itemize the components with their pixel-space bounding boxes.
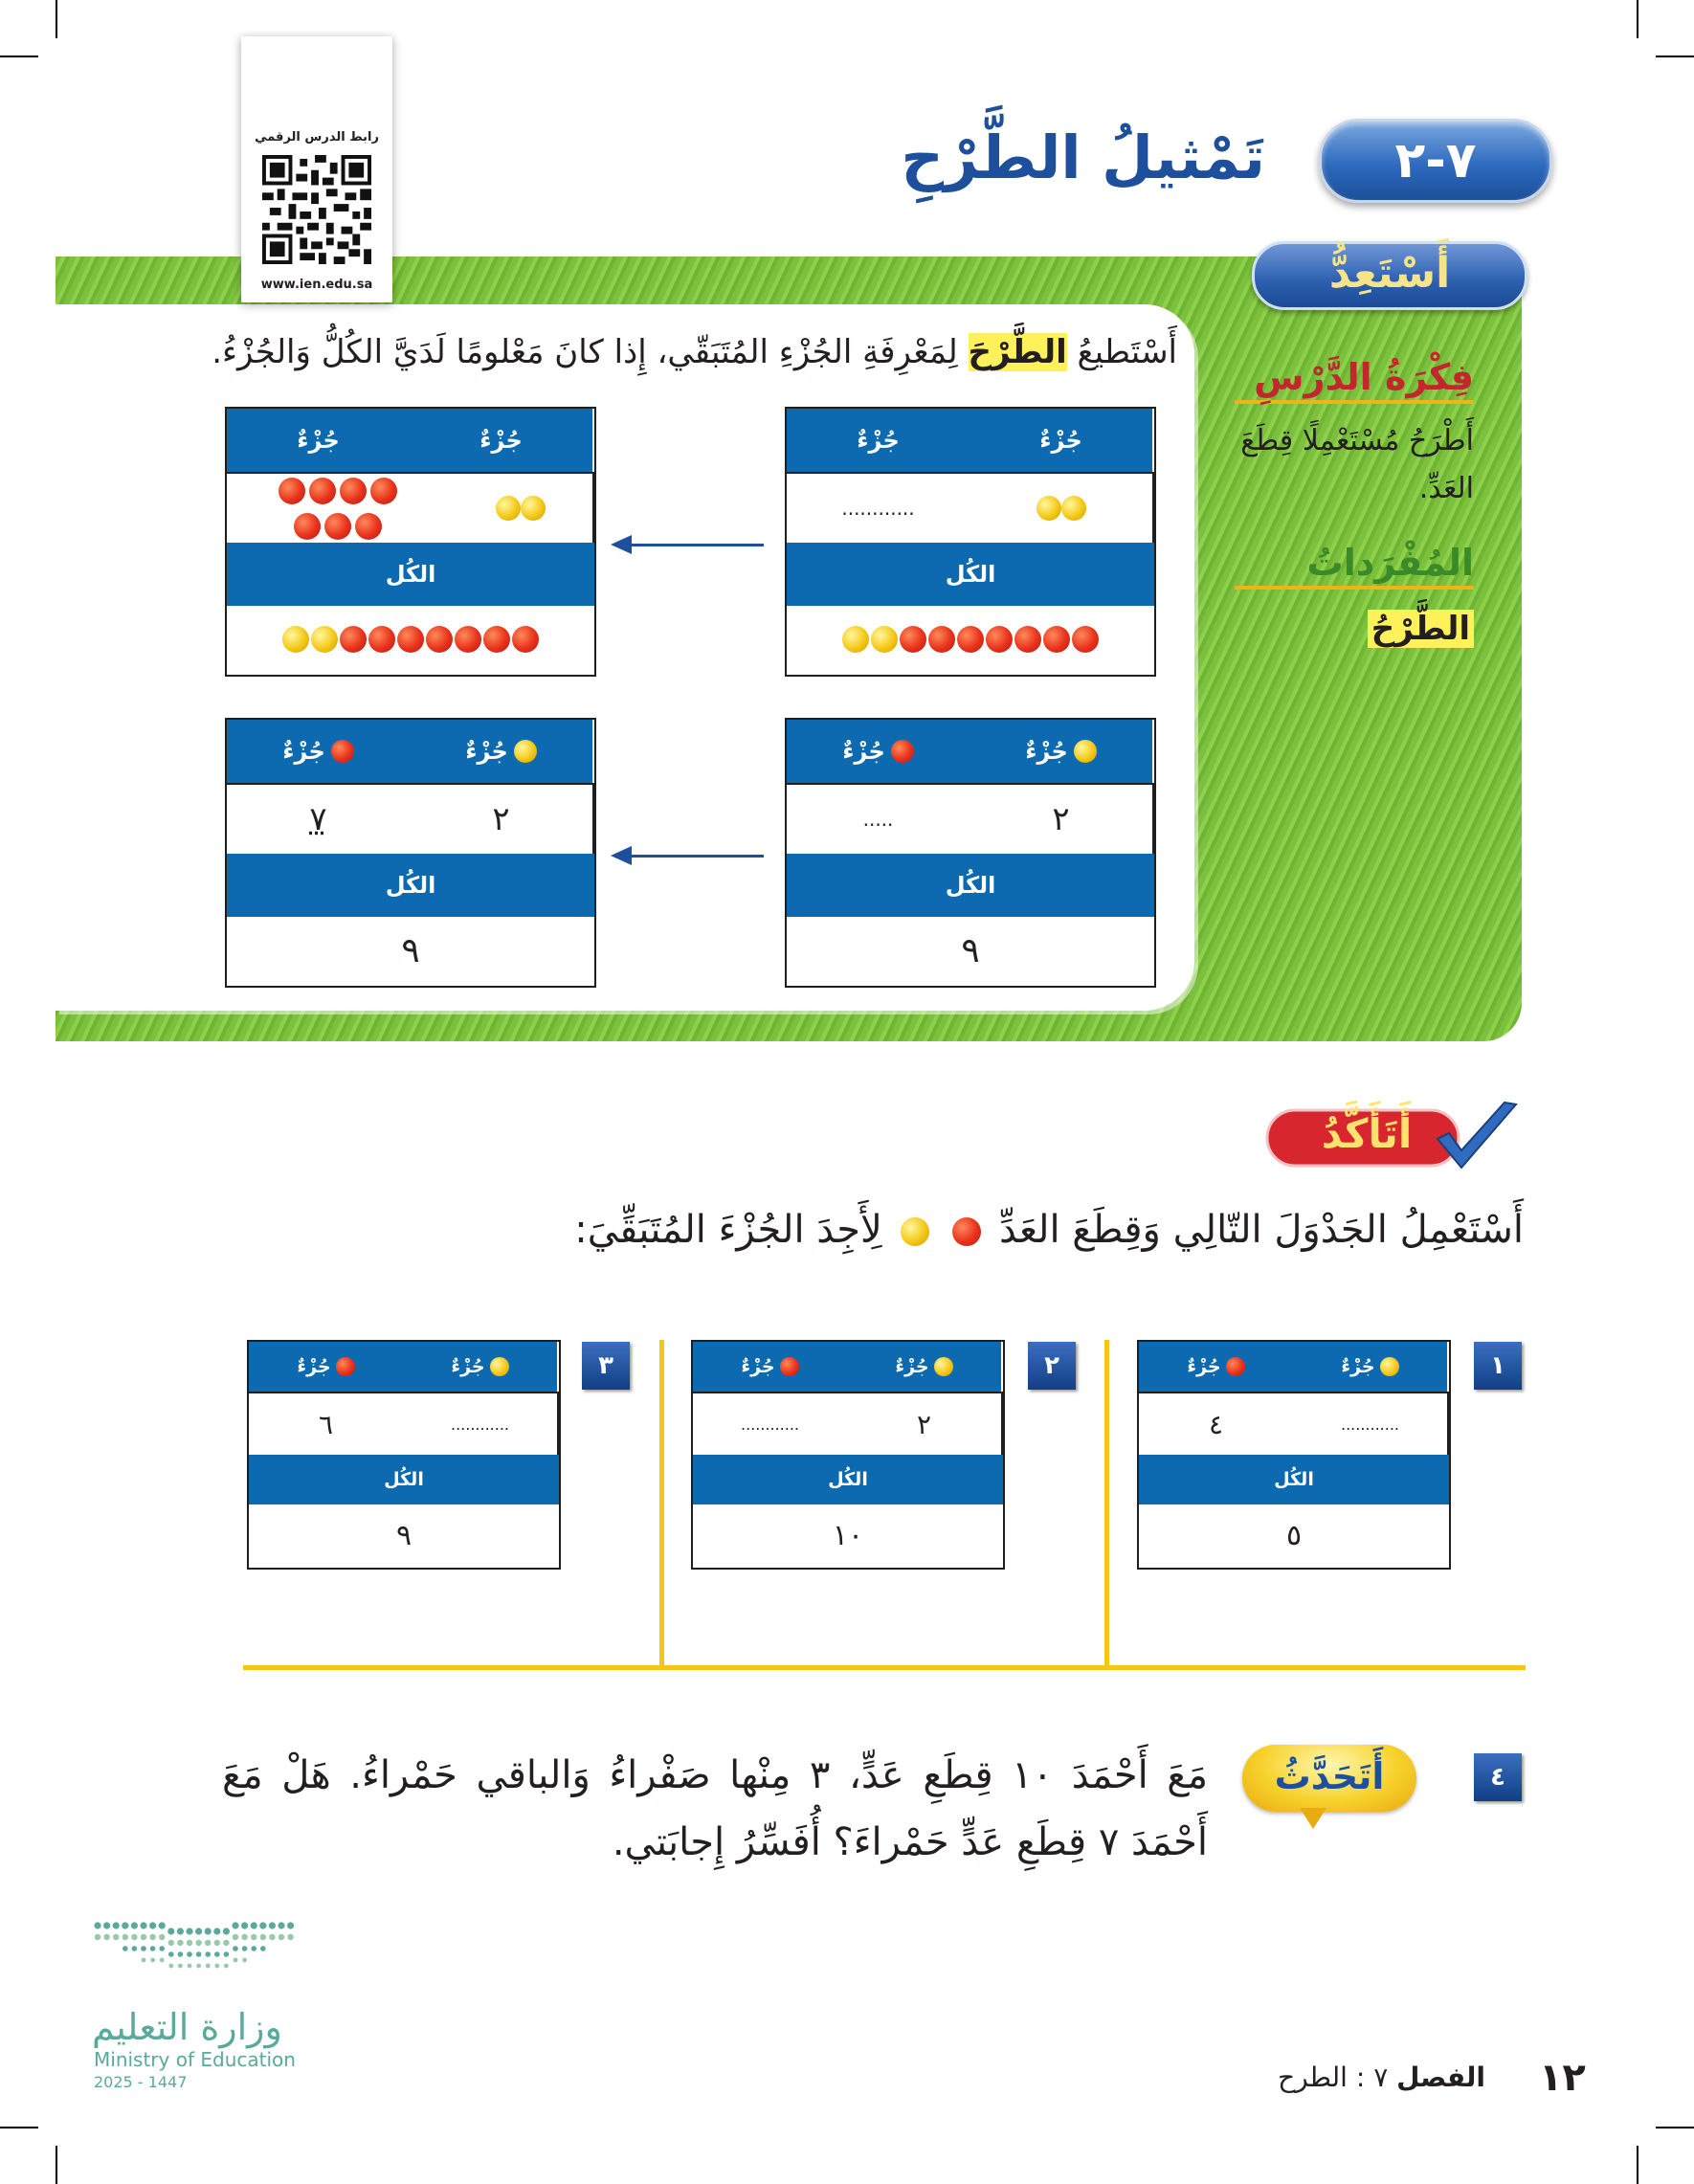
keyword-highlight: الطَّرْحَ (968, 333, 1067, 371)
ppw-table-top-left (225, 407, 596, 677)
red-counter (957, 626, 984, 653)
part-header: جُزْءٌ (741, 1356, 775, 1377)
yellow-part-header (403, 1342, 559, 1392)
ppw-whole-header-row (227, 854, 594, 917)
logo-dot (205, 1951, 211, 1957)
logo-dot (232, 1922, 238, 1928)
red-counter (455, 626, 481, 653)
logo-dot (196, 1951, 202, 1957)
logo-dot (195, 1940, 201, 1946)
crop-mark (0, 2127, 38, 2128)
logo-dot (214, 1964, 219, 1969)
exercise-table (247, 1340, 561, 1570)
logo-dot (94, 1922, 100, 1928)
logo-dot (188, 1964, 192, 1969)
logo-dot (177, 1940, 183, 1946)
idea-title: فِكْرَةُ الدَّرْسِ (1254, 356, 1474, 398)
logo-dot (141, 1946, 146, 1951)
part-missing-cell[interactable]: ............ (841, 497, 915, 520)
ppw-table-bottom-left (225, 718, 596, 988)
logo-dot (269, 1934, 275, 1940)
part-counters-cell (448, 474, 594, 543)
yellow-counter-icon (490, 1357, 509, 1376)
intro-text-start: أَسْتَطيعُ (1066, 333, 1177, 371)
crop-mark (1637, 2146, 1638, 2184)
ministry-logo-icon (92, 1918, 302, 1995)
part-value: ٢ (410, 785, 594, 854)
logo-dot (214, 1951, 220, 1957)
yellow-counter (1036, 496, 1061, 521)
ppw-parts-row (1139, 1392, 1449, 1455)
yellow-counter-icon (901, 1217, 929, 1246)
ppw-parts-row (249, 1392, 559, 1455)
instruction-part-2: لِأَجِدَ الجُزْءَ المُتَبَقِّيَ: (574, 1208, 882, 1252)
part-missing-cell[interactable]: ............ (1293, 1393, 1449, 1455)
part-header: جُزْءٌ (1341, 1356, 1375, 1377)
whole-counters-cell (787, 606, 1154, 673)
red-counter-icon (336, 1357, 355, 1376)
whole-value: ٥ (1285, 1518, 1303, 1552)
red-counter (986, 626, 1013, 653)
logo-dot (142, 1958, 146, 1963)
crop-mark (0, 56, 38, 57)
red-part-header (227, 720, 410, 783)
ppw-parts-row (787, 472, 1154, 543)
exercise-number-badge: ١ (1474, 1342, 1522, 1390)
red-counter (368, 626, 395, 653)
idea-text: أَطْرَحُ مُسْتَعْمِلًا قِطَعَ العَدِّ. (1240, 424, 1474, 505)
red-counter-icon (1226, 1357, 1245, 1376)
logo-dot (287, 1922, 294, 1928)
crop-mark (56, 2146, 57, 2184)
logo-dot (178, 1964, 183, 1969)
part-header: جُزْءٌ (282, 738, 325, 765)
logo-dot (224, 1951, 230, 1957)
logo-dot (95, 1934, 100, 1940)
intro-text-end: لِمَعْرِفَةِ الجُزْءِ المُتَبَقّي، إِذا كانَ مَعْلومًا لَدَيَّ الكُلُّ وَالجُزْءُ. (212, 333, 969, 371)
yellow-counter (521, 496, 546, 521)
ppw-whole-header-row (787, 543, 1154, 606)
ministry-year: 2025 - 1447 (94, 2073, 188, 2091)
ppw-parts-row (227, 783, 594, 854)
qr-url[interactable]: www.ien.edu.sa (260, 278, 373, 292)
part-header: جُزْءٌ (842, 738, 885, 765)
logo-dot (168, 1940, 174, 1946)
whole-header: الكُل (384, 1469, 424, 1490)
yellow-counter (842, 626, 869, 653)
qr-label: رابط الدرس الرقمي (255, 130, 379, 145)
red-part-header (693, 1342, 847, 1392)
ppw-header-row (787, 409, 1154, 472)
logo-dot (234, 1958, 238, 1963)
logo-dot (187, 1940, 192, 1946)
logo-dot (122, 1922, 128, 1928)
crop-mark (1656, 56, 1694, 57)
red-counter-icon (331, 740, 354, 763)
yellow-part-header (847, 1342, 1003, 1392)
yellow-counter (311, 626, 338, 653)
ppw-whole-header-row (249, 1455, 559, 1504)
ppw-whole-header-row (693, 1455, 1003, 1504)
part-header: جُزْءٌ (857, 427, 900, 454)
exercise-number-badge: ٣ (582, 1342, 630, 1390)
logo-dot (123, 1946, 128, 1951)
logo-dot (187, 1951, 192, 1957)
logo-dot (150, 1946, 156, 1951)
whole-header: الكُل (1274, 1469, 1314, 1490)
talk-question: مَعَ أَحْمَدَ ١٠ قِطَعِ عَدٍّ، ٣ مِنْها صَفْراءُ وَالباقي حَمْراءُ. هَلْ مَعَ أَحْمَدَ ٧ قِطَعِ عَدٍّ حَمْراءَ؟ أُفَسِّرُ إِجابَتي. (222, 1753, 1209, 1864)
logo-dot (224, 1964, 229, 1969)
vocab-word (1235, 605, 1474, 655)
logo-dot (278, 1922, 284, 1928)
page-number: ١٢ (1539, 2056, 1586, 2100)
part-header: جُزْءٌ (1025, 738, 1068, 765)
exercise-number-badge: ٤ (1474, 1753, 1522, 1801)
yellow-counter-icon (934, 1357, 953, 1376)
logo-dot (260, 1934, 266, 1940)
intro-text (212, 333, 1177, 371)
whole-value: ١٠ (832, 1518, 864, 1552)
red-counter (355, 513, 382, 540)
logo-dot (160, 1958, 165, 1963)
logo-dot (178, 1951, 184, 1957)
logo-dot (168, 1964, 173, 1969)
ppw-header-row (693, 1342, 1003, 1392)
red-part-header (249, 1342, 403, 1392)
logo-dot (233, 1946, 238, 1951)
ppw-whole-header-row (1139, 1455, 1449, 1504)
part-missing-cell[interactable]: ............ (403, 1393, 559, 1455)
logo-dot (113, 1922, 120, 1928)
part-header: جُزْءٌ (297, 1356, 331, 1377)
qr-code-icon[interactable] (262, 155, 371, 264)
ppw-whole-row (693, 1504, 1003, 1566)
crop-mark (1637, 0, 1638, 38)
logo-dot (131, 1922, 138, 1928)
logo-dot (132, 1946, 138, 1951)
red-counter (324, 513, 351, 540)
logo-dot (103, 1922, 110, 1928)
logo-dot (195, 1928, 202, 1934)
vocab-word-text: الطَّرْحُ (1368, 610, 1474, 648)
ppw-table-top-right (785, 407, 1156, 677)
divider-line (243, 1665, 1526, 1670)
logo-dot (159, 1922, 166, 1928)
red-counter (512, 626, 539, 653)
part-value: ٤ (1208, 1408, 1224, 1440)
logo-dot (131, 1934, 137, 1940)
part-counters-cell (970, 474, 1154, 543)
red-counter (1014, 626, 1041, 653)
chapter-word: الفصل (1396, 2061, 1485, 2093)
vocab-underline (1235, 586, 1474, 590)
part-value: ٧ (309, 800, 327, 838)
part-header: جُزْءٌ (410, 409, 594, 472)
whole-header: الكُل (385, 872, 436, 899)
red-counter (900, 626, 926, 653)
ppw-header-row (1139, 1342, 1449, 1392)
arrow-left-icon (614, 855, 764, 858)
whole-value: ٩ (961, 930, 980, 970)
logo-dot (168, 1951, 174, 1957)
logo-dot (149, 1934, 155, 1940)
ppw-table-bottom-right (785, 718, 1156, 988)
logo-dot (251, 1946, 256, 1951)
divider-line (659, 1340, 664, 1669)
red-counter (483, 626, 510, 653)
logo-dot (205, 1940, 211, 1946)
part-header: جُزْءٌ (895, 1356, 929, 1377)
logo-dot (259, 1922, 266, 1928)
ppw-header-row (227, 409, 594, 472)
part-header: جُزْءٌ (297, 427, 340, 454)
part-missing-cell[interactable]: ............ (740, 1415, 800, 1434)
whole-header: الكُل (945, 561, 996, 588)
logo-dot (141, 1934, 146, 1940)
red-counter (279, 478, 305, 504)
instruction-part-1: أَسْتَعْمِلُ الجَدْوَلَ التّالِي وَقِطَعَ العَدِّ (999, 1208, 1524, 1252)
ppw-whole-row (249, 1504, 559, 1566)
logo-dot (123, 1934, 128, 1940)
logo-dot (196, 1964, 201, 1969)
prepare-badge: أَسْتَعِدُّ (1252, 241, 1527, 310)
whole-header: الكُل (828, 1469, 868, 1490)
red-counter (397, 626, 424, 653)
ministry-name-arabic: وزارة التعليم (92, 2006, 282, 2048)
logo-dot (149, 1922, 156, 1928)
yellow-counter (282, 626, 309, 653)
part-counters-cell (227, 474, 448, 543)
yellow-counter-icon (1380, 1357, 1399, 1376)
logo-dot (159, 1934, 165, 1940)
logo-dot (241, 1934, 247, 1940)
arrow-left-icon (614, 544, 764, 546)
ppw-parts-row (787, 783, 1154, 854)
vocab-title: المُفْرَداتُ (1306, 542, 1474, 584)
logo-dot (214, 1940, 220, 1946)
logo-dot (223, 1940, 229, 1946)
red-counter (340, 626, 367, 653)
whole-header: الكُل (945, 872, 996, 899)
ppw-header-row (787, 720, 1154, 783)
chapter-number: ٧ (1373, 2061, 1389, 2093)
chapter-label (1278, 2061, 1485, 2093)
logo-dot (251, 1934, 256, 1940)
logo-dot (287, 1934, 293, 1940)
whole-header: الكُل (385, 561, 436, 588)
yellow-counter-icon (1074, 740, 1097, 763)
logo-dot (150, 1958, 155, 1963)
logo-dot (113, 1934, 119, 1940)
yellow-counter (871, 626, 898, 653)
logo-dot (177, 1928, 184, 1934)
lesson-idea-box (1235, 356, 1474, 655)
ppw-whole-row (1139, 1504, 1449, 1566)
ministry-name-english: Ministry of Education (94, 2048, 296, 2071)
yellow-part-header (1293, 1342, 1449, 1392)
red-counter (340, 478, 367, 504)
ppw-header-row (227, 720, 594, 783)
red-counter (1043, 626, 1070, 653)
yellow-counter-icon (514, 740, 537, 763)
logo-dot (279, 1934, 284, 1940)
yellow-counter (496, 496, 521, 521)
red-counter (294, 513, 321, 540)
red-counter (928, 626, 955, 653)
part-header: جُزْءٌ (1187, 1356, 1221, 1377)
red-part-header (1139, 1342, 1293, 1392)
logo-dot (223, 1928, 230, 1934)
red-counter-icon (891, 740, 914, 763)
logo-dot (206, 1964, 211, 1969)
logo-dot (140, 1922, 146, 1928)
yellow-counter (1061, 496, 1086, 521)
crop-mark (1656, 2127, 1694, 2128)
logo-dot (159, 1946, 165, 1951)
red-counter (309, 478, 336, 504)
ppw-parts-row (693, 1392, 1003, 1455)
part-header: جُزْءٌ (451, 1356, 485, 1377)
logo-dot (233, 1934, 238, 1940)
logo-dot (103, 1934, 109, 1940)
logo-dot (251, 1922, 257, 1928)
ppw-whole-row (227, 917, 594, 984)
logo-dot (242, 1946, 248, 1951)
yellow-part-header (410, 720, 594, 783)
divider-line (1104, 1340, 1109, 1669)
check-instruction (574, 1208, 1524, 1252)
ppw-whole-row (227, 606, 594, 673)
ppw-whole-header-row (787, 854, 1154, 917)
red-counter (426, 626, 453, 653)
crop-mark (56, 0, 57, 38)
logo-dot (241, 1922, 248, 1928)
logo-dot (186, 1928, 192, 1934)
ppw-whole-header-row (227, 543, 594, 606)
logo-dot (167, 1928, 174, 1934)
idea-underline (1235, 400, 1474, 404)
lesson-number-badge: ٧-٢ (1319, 119, 1552, 203)
logo-dot (205, 1928, 212, 1934)
logo-dot (213, 1928, 220, 1934)
ppw-whole-row (787, 606, 1154, 673)
logo-dot (242, 1958, 247, 1963)
part-value: ٦ (318, 1408, 334, 1440)
yellow-part-header (970, 720, 1154, 783)
exercise-number-badge: ٢ (1028, 1342, 1076, 1390)
part-header: جُزْءٌ (970, 409, 1154, 472)
logo-dot (269, 1922, 276, 1928)
red-counter-icon (780, 1357, 799, 1376)
whole-counters-cell (227, 606, 594, 673)
lesson-title: تَمْثيلُ الطَّرْحِ (901, 123, 1265, 192)
talk-bubble: أَتَحَدَّثُ (1242, 1745, 1416, 1812)
part-value: ٢ (847, 1393, 1003, 1455)
whole-value: ٩ (395, 1518, 412, 1552)
logo-dot (260, 1946, 266, 1951)
red-part-header (787, 720, 970, 783)
qr-card[interactable] (241, 36, 392, 302)
check-badge-label: أَتَأَكَّدُ (1321, 1110, 1413, 1157)
ppw-whole-row (787, 917, 1154, 984)
part-missing-cell[interactable]: ..... (862, 808, 894, 831)
red-counter (370, 478, 397, 504)
exercise-table (1137, 1340, 1451, 1570)
red-counter-icon (952, 1217, 981, 1246)
ppw-parts-row (227, 472, 594, 543)
exercise-table (691, 1340, 1005, 1570)
part-header: جُزْءٌ (465, 738, 508, 765)
part-value: ٢ (970, 785, 1154, 854)
red-counter (1072, 626, 1099, 653)
chapter-title: : الطرح (1278, 2061, 1366, 2093)
ppw-header-row (249, 1342, 559, 1392)
whole-value: ٩ (401, 930, 420, 970)
